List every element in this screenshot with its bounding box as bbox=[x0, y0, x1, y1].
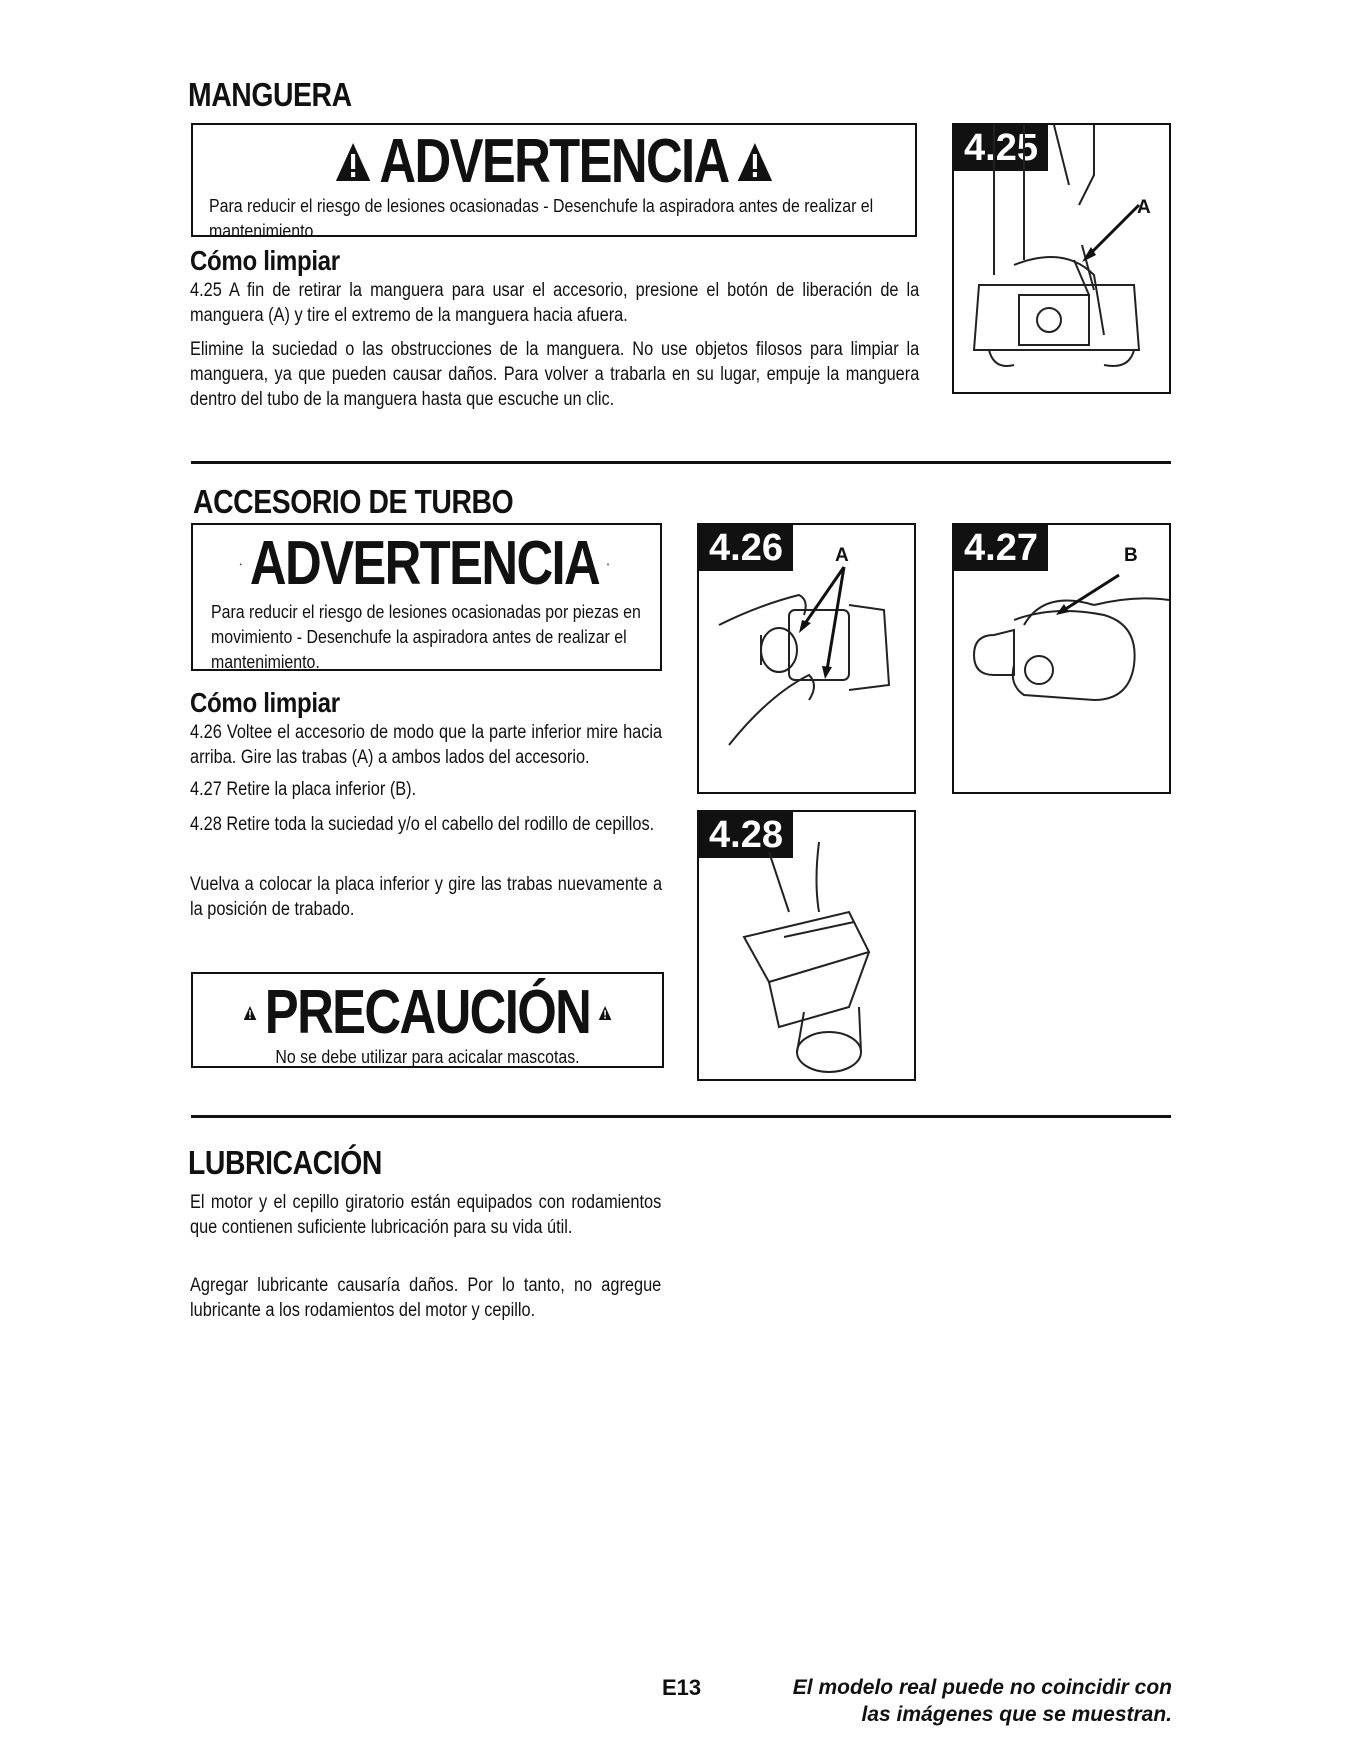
figure-number: 4.28 bbox=[699, 812, 793, 858]
figure-callout: B bbox=[1124, 545, 1138, 566]
caution-box bbox=[191, 972, 664, 1068]
paragraph: El motor y el cepillo giratorio están equipados con rodamientos que contienen suficiente lubricación para su vida útil. bbox=[190, 1192, 662, 1238]
turbo-tool-latch-illustration bbox=[699, 525, 914, 792]
warning-box-manguera bbox=[191, 123, 917, 241]
warning-text: Para reducir el riesgo de lesiones ocasionadas - Desenchufe la aspiradora antes de realizar el mantenimiento. bbox=[209, 195, 874, 241]
figure-4-27 bbox=[952, 523, 1171, 794]
figure-callout: A bbox=[1137, 197, 1151, 218]
section-divider bbox=[191, 461, 1171, 464]
turbo-brushroll-illustration bbox=[699, 812, 914, 1079]
warning-title-text: ADVERTENCIA bbox=[379, 127, 729, 196]
paragraph: Agregar lubricante causaría daños. Por lo tanto, no agregue lubricante a los rodamientos del motor y cepillo. bbox=[190, 1275, 662, 1321]
caution-text: No se debe utilizar para acicalar mascotas. bbox=[275, 1046, 580, 1067]
warning-title bbox=[258, 127, 850, 196]
step-4-27: 4.27 Retire la placa inferior (B). bbox=[190, 779, 417, 800]
footer-disclaimer bbox=[760, 1674, 1172, 1728]
warning-title-text: ADVERTENCIA bbox=[249, 529, 600, 598]
warning-triangle-icon bbox=[243, 993, 256, 1033]
figure-number: 4.25 bbox=[954, 125, 1048, 171]
turbo-bottom-plate-illustration bbox=[954, 525, 1169, 792]
warning-triangle-icon bbox=[607, 544, 609, 584]
caution-title-text: PRECAUCIÓN bbox=[264, 978, 591, 1047]
figure-4-28 bbox=[697, 810, 916, 1081]
warning-text: Para reducir el riesgo de lesiones ocasionadas por piezas en movimiento - Desenchufe la aspiradora antes de realizar el mantenimiento. bbox=[211, 601, 641, 672]
footer-disclaimer-line2: las imágenes que se muestran. bbox=[861, 1703, 1172, 1726]
warning-title bbox=[231, 529, 617, 598]
figure-4-25 bbox=[952, 123, 1171, 394]
paragraph: Vuelva a colocar la placa inferior y gire las trabas nuevamente a la posición de trabado. bbox=[190, 874, 663, 920]
step-4-28: 4.28 Retire toda la suciedad y/o el cabello del rodillo de cepillos. bbox=[190, 814, 655, 835]
paragraph: 4.25 A fin de retirar la manguera para usar el accesorio, presione el botón de liberación de la manguera (A) y tire el extremo de la manguera hacia afuera. bbox=[190, 280, 920, 326]
warning-triangle-icon bbox=[598, 993, 611, 1033]
footer-disclaimer-line1: El modelo real puede no coincidir con bbox=[792, 1676, 1172, 1699]
figure-number: 4.26 bbox=[699, 525, 793, 571]
figure-callout: A bbox=[835, 545, 849, 566]
subheading-como-limpiar: Cómo limpiar bbox=[190, 245, 340, 276]
section-heading-turbo: ACCESORIO DE TURBO bbox=[193, 483, 514, 520]
section-heading-manguera: MANGUERA bbox=[188, 76, 352, 113]
step-4-26: 4.26 Voltee el accesorio de modo que la parte inferior mire hacia arriba. Gire las trabas (A) a ambos lados del accesorio. bbox=[190, 722, 663, 768]
section-heading-lubricacion: LUBRICACIÓN bbox=[188, 1144, 382, 1181]
paragraph: Elimine la suciedad o las obstrucciones de la manguera. No use objetos filosos para limpiar la manguera, ya que pueden causar daños. Para volver a trabarla en su lugar, empuje la manguera dentro del tubo de la manguera hasta que escuche un clic. bbox=[190, 339, 920, 410]
section-divider bbox=[191, 1115, 1171, 1118]
subheading-como-limpiar: Cómo limpiar bbox=[190, 687, 340, 718]
figure-number: 4.27 bbox=[954, 525, 1048, 571]
warning-triangle-icon bbox=[335, 142, 371, 182]
page-number: E13 bbox=[662, 1675, 702, 1700]
warning-triangle-icon bbox=[240, 544, 242, 584]
caution-title bbox=[235, 978, 620, 1047]
vacuum-hose-illustration bbox=[954, 125, 1169, 392]
warning-box-turbo bbox=[191, 523, 662, 671]
warning-triangle-icon bbox=[737, 142, 773, 182]
figure-4-26 bbox=[697, 523, 916, 794]
